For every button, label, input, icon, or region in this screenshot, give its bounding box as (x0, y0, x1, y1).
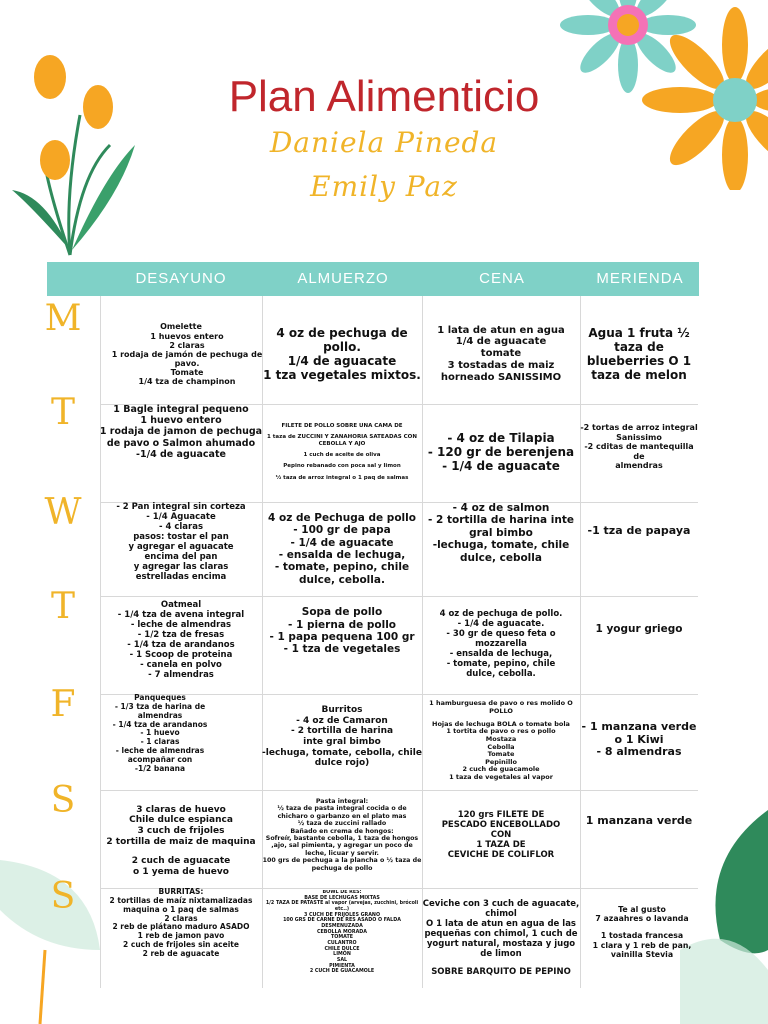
meal-line: - 1 pierna de pollo (287, 618, 397, 631)
meal-line: - 120 gr de berenjena (427, 444, 575, 459)
meal-line: Sofreír, bastante cebolla, 1 taza de hongos ,ajo, sal pimienta, y agregar un poco de leche, licuar y servir. (265, 835, 419, 857)
meal-line: • 1 rodaja de jamón de pechuga de pavo. (106, 350, 262, 368)
meal-line: - ensalda de lechuga, (278, 549, 406, 561)
meal-cell-cena (422, 306, 580, 402)
meal-line: 1 reb de jamon pavo (137, 931, 225, 941)
meal-line: - ensalda de lechuga, (449, 649, 553, 659)
meal-line: • 1/4 tza de champinon (106, 377, 262, 386)
meal-line: -lechuga, tomate, cebolla, chile dulce rojo) (262, 747, 422, 769)
day-label: F (50, 684, 76, 725)
meal-cell-desayuno (100, 694, 220, 784)
meal-cell-almuerzo (262, 502, 422, 596)
meal-cell-cena (422, 502, 580, 582)
meal-line: - 1/4 de aguacate (442, 459, 560, 474)
meal-line: - 100 gr de papa (293, 524, 391, 537)
meal-line: y agregar las claras estrelladas encima (133, 562, 229, 583)
meal-line: 1 TAZA DE (476, 840, 526, 850)
meal-line: 2 cuch de guacamole (462, 765, 540, 774)
meal-line: BASE DE LECHUGAS MIXTAS (304, 895, 380, 901)
meal-line: 4 oz de Pechuga de pollo (268, 511, 416, 524)
meal-line: 120 grs FILETE DE PESCADO ENCEBOLLADO (441, 809, 561, 830)
meal-line: - 1/3 tza de harina de almendras (114, 701, 206, 720)
meal-line: - 1 manzana verde o 1 Kiwi (581, 719, 697, 746)
meal-cell-almuerzo (262, 306, 422, 402)
meal-line: - 4 oz de Tilapia (447, 430, 555, 445)
meal-line: 1 tortita de pavo o res o pollo (446, 727, 556, 736)
meal-line: 1 taza de vegetales al vapor (449, 773, 553, 782)
meal-cell-desayuno (100, 592, 262, 688)
meal-line: - 1 Scoop de proteina (129, 650, 233, 661)
meal-line: 3 cuch de frijoles (137, 825, 225, 836)
meal-line: CULANTRO (327, 940, 357, 946)
meal-line: Bañado en crema de hongos: (290, 827, 394, 835)
meal-line: - 1 claras (140, 737, 180, 747)
meal-line: 1 clara y 1 reb de pan, vainilla Stevia (592, 940, 692, 959)
meal-cell-desayuno (96, 404, 266, 480)
meal-line: 1 Bagle integral pequeno (113, 404, 249, 415)
meal-cell-cena (422, 890, 580, 986)
meal-line: ½ taza de arroz integral o 1 paq de salmas (275, 474, 409, 481)
meal-line: - 2 Pan integral sin corteza (116, 501, 246, 512)
meal-line: - 2 tortilla de harina inte gral bimbo (427, 514, 574, 539)
meal-line: - 1/4 tza de arandanos (127, 640, 235, 650)
meal-line: Tomate (487, 750, 515, 759)
meal-line: 2 cuch de aguacate (131, 856, 231, 867)
meal-cell-merienda (580, 306, 698, 402)
meal-cell-almuerzo (262, 700, 422, 774)
meal-line: Omelette (160, 322, 202, 332)
page-title: Plan Alimenticio (228, 72, 540, 121)
meal-cell-cena (422, 404, 580, 500)
meal-line: Ceviche con 3 cuch de aguacate, chimol (422, 898, 580, 919)
meal-cell-merienda (580, 700, 698, 780)
column-header-cena: CENA (479, 270, 525, 287)
meal-cell-almuerzo (262, 790, 422, 880)
meal-line: SAL (336, 957, 348, 963)
meal-line: • 1 huevos entero (106, 332, 262, 341)
meal-cell-merienda (580, 806, 698, 836)
meal-line: -2 tortas de arroz integral (580, 423, 698, 433)
meal-line: • Tomate (106, 368, 262, 377)
meal-line: 1 taza de ZUCCINI Y ZANAHORIA SATEADAS CON CEBOLLA Y AJO (267, 434, 417, 447)
day-label: W (44, 492, 82, 533)
meal-line: FILETE DE POLLO SOBRE UNA CAMA DE (281, 422, 403, 429)
meal-line: 2 claras (164, 913, 198, 923)
column-header-almuerzo: ALMUERZO (297, 270, 389, 287)
meal-line: - 30 gr de queso feta o mozzarella (446, 628, 556, 649)
meal-line: - 4 claras (158, 521, 204, 532)
table-header (47, 262, 699, 296)
meal-line: ½ taza de pasta integral cocida o de chicharo o garbanzo en el plato mas (277, 805, 407, 820)
column-header-desayuno: DESAYUNO (135, 270, 227, 287)
meal-cell-cena (422, 692, 580, 790)
meal-line: 2 tortillas de maíz nixtamalizadas maquina o 1 paq de salmas (109, 895, 253, 914)
meal-line: 100 GRS DE CARNE DE RES ASADO O FALDA DESMENUZADA (283, 918, 401, 929)
meal-line: Mostaza (485, 734, 517, 743)
meal-cell-desayuno (100, 494, 262, 590)
meal-line: 4 oz de pechuga de pollo. (276, 325, 408, 354)
day-label: T (50, 586, 75, 627)
meal-line: - 4 oz de Camaron (296, 715, 388, 726)
meal-line: 1 manzana verde (585, 813, 693, 827)
meal-line: Chile dulce espianca (129, 815, 233, 826)
meal-line: 1 rodaja de jamon de pechuga de pavo o Salmon ahumado (99, 426, 263, 449)
meal-line: 1/4 de aguacate (455, 336, 547, 348)
meal-cell-merienda (580, 596, 698, 662)
meal-line: 100 grs de pechuga a la plancha o ½ taza de pechuga de pollo (262, 857, 422, 872)
meal-line: 1 yogur griego (595, 622, 683, 635)
meal-line: O 1 lata de atun en agua de las pequeñas con chimol, 1 cuch de yogurt natural, mostaza y jugo de limon (424, 918, 578, 960)
meal-line: pasos: tostar el pan (133, 531, 229, 542)
meal-line: -2 cditas de mantequilla de (584, 442, 694, 461)
meal-line: CEVICHE DE COLIFLOR (447, 850, 555, 861)
meal-cell-almuerzo (264, 404, 420, 500)
meal-line: - canela en polvo (140, 660, 222, 671)
meal-line: Cebolla (487, 742, 515, 751)
day-label: T (50, 392, 75, 433)
meal-line: tomate (480, 348, 522, 360)
meal-cell-almuerzo (262, 596, 422, 666)
meal-line: • 2 claras (106, 341, 262, 350)
meal-cell-merienda (586, 896, 698, 968)
meal-line: Pasta integral: (315, 797, 369, 805)
meal-line: 3 claras de huevo (136, 804, 226, 815)
meal-line: 1 huevo entero (140, 415, 222, 427)
meal-line: 3 CUCH DE FRIJOLES GRANO (303, 912, 381, 918)
column-header-merienda: MERIENDA (596, 270, 684, 287)
meal-line: CEBOLLA MORADA (317, 929, 367, 935)
meal-line: BURRITAS: (158, 888, 204, 896)
day-label: S (50, 876, 76, 917)
meal-line: Agua 1 fruta ½ taza de blueberries O 1 taza de melon (586, 325, 692, 383)
meal-line: -1 tza de papaya (587, 523, 691, 537)
meal-line: - 1/4 tza de avena integral (117, 609, 245, 620)
meal-line: LIMÓN (333, 952, 351, 958)
meal-cell-merienda (580, 502, 698, 560)
meal-line: - tomate, pepino, chile dulce, cebolla. (274, 561, 410, 586)
meal-line: - leche de almendras acompañar con (115, 746, 205, 764)
day-label: M (44, 298, 82, 339)
meal-line: 4 oz de pechuga de pollo. (439, 608, 563, 619)
meal-line: 3 tostadas de maiz horneado SANISSIMO (440, 359, 562, 383)
meal-line: Burritos (321, 705, 363, 716)
meal-line: 2 cuch de frijoles sin aceite (123, 940, 239, 950)
author-name: Daniela Pineda (269, 126, 499, 159)
meal-line: - 4 oz de salmon (452, 502, 550, 514)
meal-line: - 1 tza de vegetales (283, 643, 401, 656)
meal-line: 2 CUCH DE GUACAMOLE (309, 969, 375, 975)
meal-line: 1/2 TAZA DE PATASTE al vapor (arvejas, zucchini, brócoli etc..) (265, 901, 419, 912)
meal-line: Hojas de lechuga BOLA o tomate bola (432, 719, 570, 728)
meal-line: PIMIENTA (329, 963, 355, 969)
meal-line: Pepinillo (485, 757, 517, 766)
meal-line: CON (490, 829, 512, 840)
meal-line: - tomate, pepino, chile dulce, cebolla. (446, 659, 556, 680)
meal-cell-almuerzo (262, 890, 422, 986)
meal-line: -lechuga, tomate, chile dulce, cebolla (432, 539, 570, 564)
meal-line: 2 reb de plátano maduro ASADO (112, 922, 250, 932)
meal-line: - 1/4 Aguacate (146, 511, 216, 522)
meal-line: 2 tortilla de maiz de maquina (106, 836, 256, 847)
meal-line: - 1/4 de aguacate. (457, 618, 545, 629)
meal-line: almendras (615, 461, 663, 471)
meal-line: 2 reb de aguacate (142, 948, 220, 958)
meal-line: TOMATE (330, 935, 353, 941)
meal-line: y agregar el aguacate encima del pan (128, 542, 234, 563)
meal-line: CHILE DULCE (324, 946, 360, 952)
meal-line: Panqueques (134, 694, 186, 702)
meal-line: Te al gusto (618, 905, 666, 915)
meal-cell-cena (422, 800, 580, 870)
meal-line: 1 cuch de aceite de oliva (303, 452, 381, 458)
meal-line: 1 hamburguesa de pavo o res molido O POLLO (429, 699, 573, 715)
meal-line: - leche de almendras (130, 619, 232, 630)
meal-cell-desayuno (100, 306, 262, 402)
author-name: Emily Paz (310, 170, 458, 203)
meal-line: - 1 papa pequena 100 gr (269, 631, 415, 643)
meal-line: Sanissimo (616, 432, 662, 442)
meal-line: - 1/4 de aguacate (290, 536, 394, 549)
meal-line: o 1 yema de huevo (133, 866, 229, 877)
meal-line: 1/4 de aguacate (287, 354, 397, 368)
meal-cell-cena (422, 596, 580, 692)
meal-line: BOWL DE RES: (322, 890, 362, 895)
meal-line: 7 azaahres o lavanda (595, 914, 689, 924)
meal-line: 1 tostada francesa (600, 931, 684, 941)
meal-line: - 1 huevo (140, 728, 180, 738)
meal-line: Oatmeal (160, 599, 202, 610)
day-label: S (50, 780, 76, 821)
meal-line: Pepino rebanado con poca sal y limon (283, 463, 401, 470)
meal-line: Sopa de pollo (301, 606, 383, 619)
meal-line: -1/2 banana (134, 763, 186, 773)
meal-line: SOBRE BARQUITO DE PEPINO (431, 967, 571, 978)
meal-cell-merienda (580, 404, 698, 490)
meal-line: ½ taza de zuccini rallado (297, 820, 387, 828)
meal-line: - 8 almendras (596, 745, 682, 759)
meal-line: - 2 tortilla de harina inte gral bimbo (290, 726, 394, 747)
meal-line: - 7 almendras (148, 670, 214, 681)
meal-line: -1/4 de aguacate (136, 448, 226, 460)
meal-cell-desayuno (100, 888, 262, 968)
meal-line: - 1/2 tza de fresas (137, 629, 225, 640)
meal-line: 1 lata de atun en agua (437, 324, 565, 336)
meal-line: 1 tza vegetales mixtos. (263, 368, 421, 383)
meal-cell-desayuno (100, 796, 262, 886)
meal-line: - 1/4 tza de arandanos (112, 719, 208, 729)
